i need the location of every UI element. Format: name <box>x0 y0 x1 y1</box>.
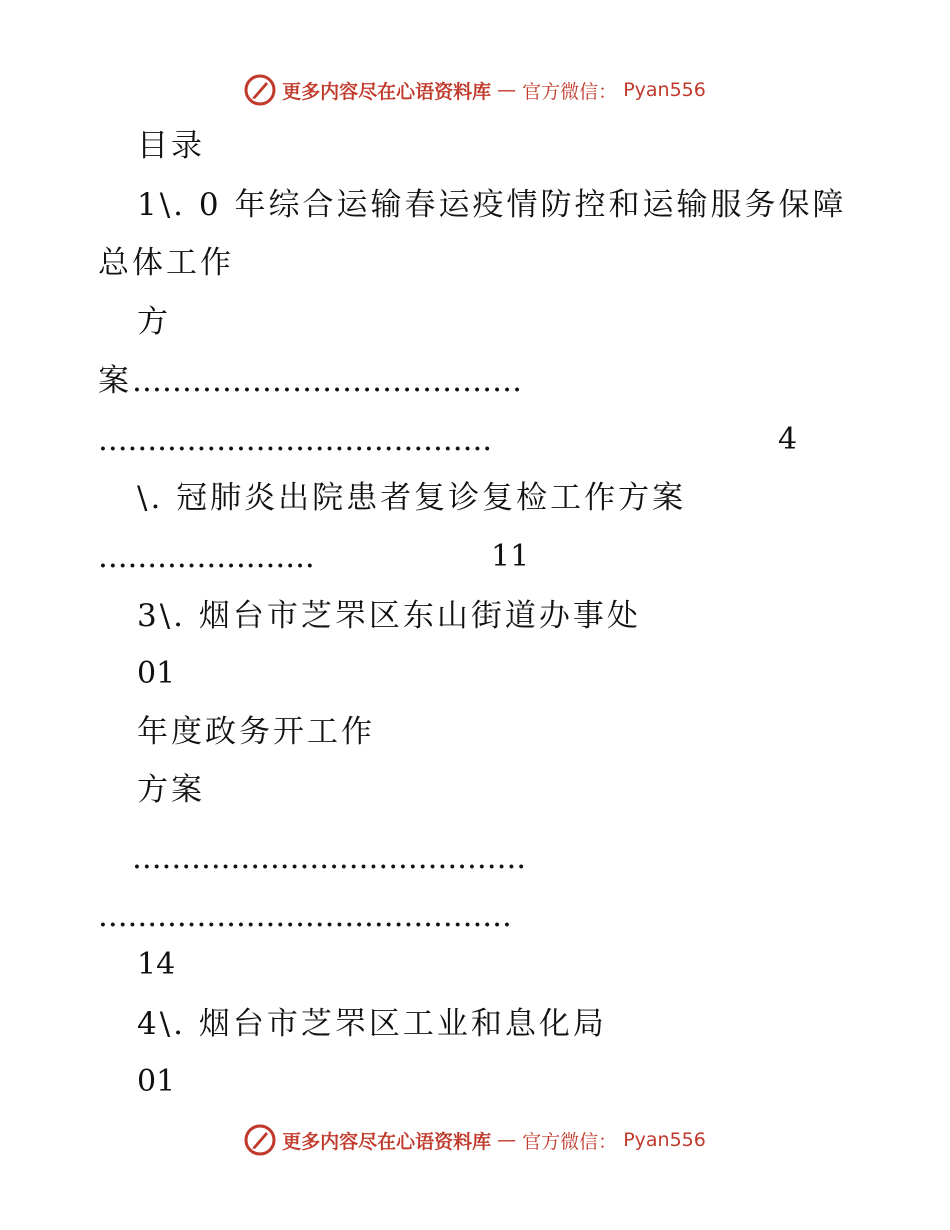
toc-entry-3-line-3: 年度政务开工作 <box>137 714 375 750</box>
watermark-brand: 更多内容尽在心语资料库 <box>282 1130 492 1153</box>
toc-entry-3-line-4: 方案 <box>137 772 205 808</box>
toc-entry-1-page: 4 <box>778 422 798 457</box>
toc-entry-2-title: \. 冠肺炎出院患者复诊复检工作方案 <box>137 480 687 516</box>
watermark-wechat-label: 官方微信： <box>522 1130 618 1153</box>
watermark-wechat-label: 官方微信： <box>522 80 618 103</box>
toc-entry-3-title: 3\. 烟台市芝罘区东山街道办事处 <box>137 598 641 634</box>
watermark-wechat-id: Pyan556 <box>623 79 706 101</box>
watermark-separator: — <box>497 1129 517 1151</box>
toc-entry-4-title: 4\. 烟台市芝罘区工业和息化局 <box>137 1006 607 1042</box>
toc-entry-1-line-3: 方 <box>137 304 171 340</box>
toc-heading: 目录 <box>137 128 205 164</box>
watermark-banner-bottom <box>0 1120 950 1160</box>
toc-entry-3-page: 14 <box>137 947 176 982</box>
watermark-separator: — <box>497 79 517 101</box>
toc-entry-4-year: 01 <box>137 1064 176 1099</box>
quill-logo-icon <box>244 74 276 106</box>
toc-entry-3-leader-b: .......................................... <box>98 898 512 934</box>
toc-entry-1-leader-a: ....................................... <box>132 363 523 399</box>
watermark-banner-top <box>0 70 950 110</box>
quill-logo-icon <box>244 1124 276 1156</box>
toc-entry-1-leader-b: ........................................ <box>98 422 493 458</box>
toc-entry-2-page: 11 <box>491 539 530 574</box>
watermark-brand: 更多内容尽在心语资料库 <box>282 80 492 103</box>
toc-entry-3-year: 01 <box>137 656 176 691</box>
toc-entry-1-line-1: 1\. 0 年综合运输春运疫情防控和运输服务保障 <box>137 187 847 223</box>
watermark-wechat-id: Pyan556 <box>623 1129 706 1151</box>
toc-entry-3-leader-a: ........................................ <box>132 840 527 876</box>
toc-entry-1-line-4-prefix: 案 <box>98 363 132 399</box>
toc-entry-2-leader: ...................... <box>98 539 315 575</box>
toc-entry-1-line-2: 总体工作 <box>98 245 234 281</box>
